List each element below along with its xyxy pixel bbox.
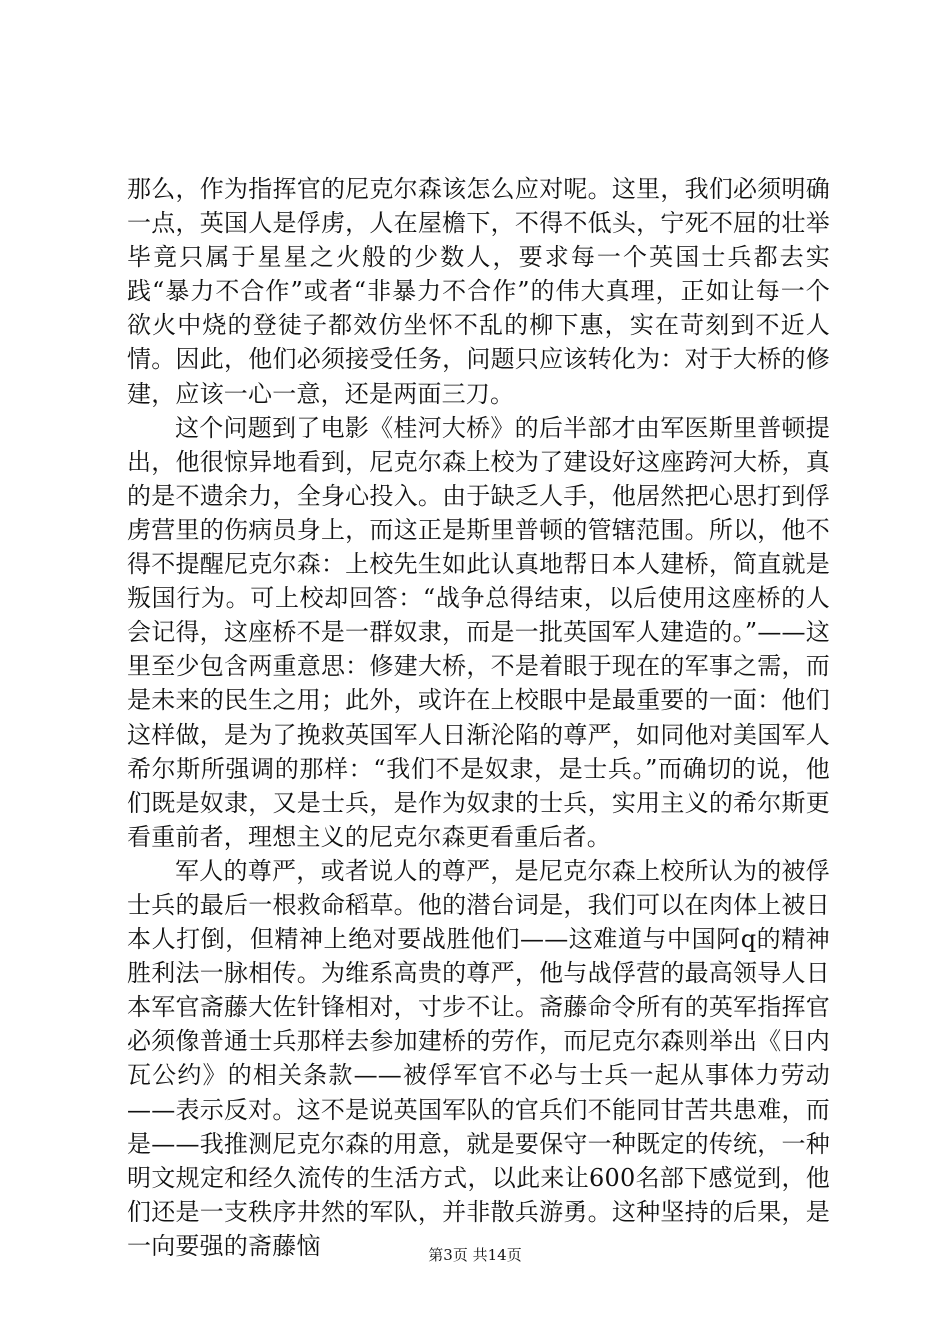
page-number-footer: 第3页 共14页 [428,1246,522,1264]
document-body [127,172,830,1263]
paragraph-3: 军人的尊严，或者说人的尊严，是尼克尔森上校所认为的被俘士兵的最后一根救命稻草。他的潜台词是，我们可以在肉体上被日本人打倒，但精神上绝对要战胜他们——这难道与中国阿q的精神胜利法一脉相传。为维系高贵的尊严，他与战俘营的最高领导人日本军官斋藤大佐针锋相对，寸步不让。斋藤命令所有的英军指挥官必须像普通士兵那样去参加建桥的劳作，而尼克尔森则举出《日内瓦公约》的相关条款——被俘军官不必与士兵一起从事体力劳动——表示反对。这不是说英国军队的官兵们不能同甘苦共患难，而是——我推测尼克尔森的用意，就是要保守一种既定的传统，一种明文规定和经久流传的生活方式，以此来让600名部下感觉到，他们还是一支秩序井然的军队，并非散兵游勇。这种坚持的后果，是一向要强的斋藤恼 [127,856,830,1260]
paragraph-2: 这个问题到了电影《桂河大桥》的后半部才由军医斯里普顿提出，他很惊异地看到，尼克尔森上校为了建设好这座跨河大桥，真的是不遗余力，全身心投入。由于缺乏人手，他居然把心思打到俘虏营里的伤病员身上，而这正是斯里普顿的管辖范围。所以，他不得不提醒尼克尔森：上校先生如此认真地帮日本人建桥，简直就是叛国行为。可上校却回答：“战争总得结束，以后使用这座桥的人会记得，这座桥不是一群奴隶，而是一批英国军人建造的。”——这里至少包含两重意思：修建大桥，不是着眼于现在的军事之需，而是未来的民生之用；此外，或许在上校眼中是最重要的一面：他们这样做，是为了挽救英国军人日渐沦陷的尊严，如同他对美国军人希尔斯所强调的那样：“我们不是奴隶，是士兵。”而确切的说，他们既是奴隶，又是士兵，是作为奴隶的士兵，实用主义的希尔斯更看重前者，理想主义的尼克尔森更看重后者。 [127,413,830,851]
paragraph-1: 那么，作为指挥官的尼克尔森该怎么应对呢。这里，我们必须明确一点，英国人是俘虏，人在屋檐下，不得不低头，宁死不屈的壮举毕竟只属于星星之火般的少数人，要求每一个英国士兵都去实践“暴力不合作”或者“非暴力不合作”的伟大真理，正如让每一个欲火中烧的登徒子都效仿坐怀不乱的柳下惠，实在苛刻到不近人情。因此，他们必须接受任务，问题只应该转化为：对于大桥的修建，应该一心一意，还是两面三刀。 [127,175,830,408]
